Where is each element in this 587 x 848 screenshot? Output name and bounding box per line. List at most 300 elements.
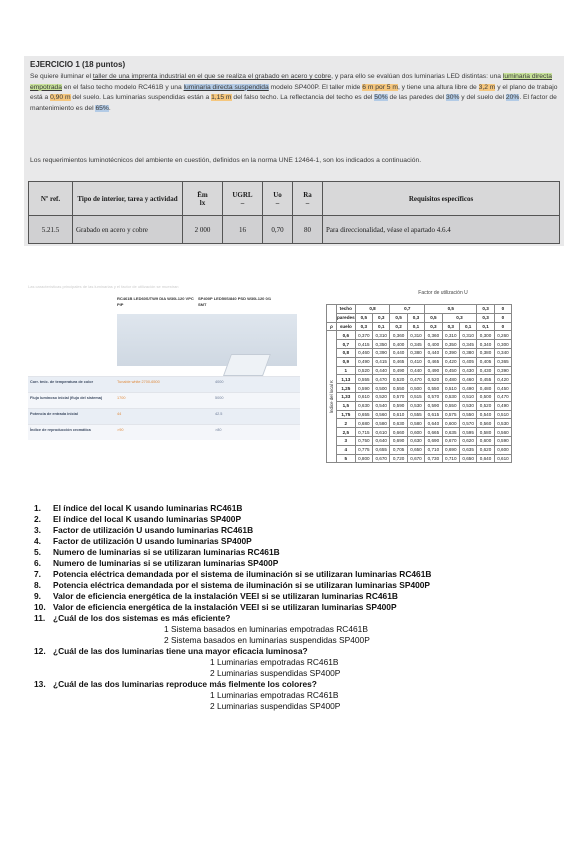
- u-value: 0,460: [355, 348, 372, 357]
- statement-text: de las paredes del: [387, 94, 447, 102]
- question-text: Valor de eficiencia energética de la instalación VEEI si se utilizaran luminarias SP400P: [53, 602, 397, 612]
- spec-row: [28, 408, 300, 424]
- question-text: Numero de luminarias si se utilizaran luminarias SP400P: [53, 558, 279, 568]
- u-value: 0,490: [459, 384, 476, 393]
- question-number: 10.: [34, 602, 46, 612]
- question-item: [34, 503, 574, 514]
- u-value: 0,650: [407, 445, 424, 454]
- u-value: 0,410: [407, 357, 424, 366]
- k-value: 2,5: [337, 428, 356, 437]
- u-value: 0,730: [425, 454, 442, 463]
- question-item: [34, 580, 574, 591]
- u-value: 0,415: [355, 340, 372, 349]
- u-value: 0,520: [390, 375, 407, 384]
- u-value: 0,655: [355, 410, 372, 419]
- question-number: 1.: [34, 503, 41, 513]
- u-value: 0,465: [390, 357, 407, 366]
- u-value: 0,540: [373, 401, 390, 410]
- table-row: [327, 322, 512, 331]
- spec-value-sp400p: 4000: [215, 380, 224, 384]
- highlighted-text: 65%: [95, 104, 109, 112]
- u-value: 0,520: [373, 392, 390, 401]
- requirements-table: [28, 181, 560, 244]
- u-value: 0,580: [477, 428, 494, 437]
- cell-ugr: 16: [223, 216, 263, 244]
- u-value: 0,470: [494, 392, 511, 401]
- u-value: 0,510: [459, 392, 476, 401]
- u-value: 0,440: [373, 366, 390, 375]
- u-value: 0,400: [390, 340, 407, 349]
- answer-option: 1 Luminarias empotradas RC461B: [210, 690, 339, 700]
- u-value: 0,490: [425, 366, 442, 375]
- u-value: 0,360: [390, 331, 407, 340]
- u-value: 0,340: [494, 348, 511, 357]
- u-value: 0,420: [494, 375, 511, 384]
- question-item: [34, 547, 574, 558]
- paredes-value: 0,5: [390, 313, 407, 322]
- corner-cell: [327, 305, 337, 323]
- u-value: 0,635: [459, 445, 476, 454]
- u-value: 0,440: [407, 366, 424, 375]
- u-value: 0,555: [407, 410, 424, 419]
- cell-ra: 80: [293, 216, 323, 244]
- table-row: [327, 313, 512, 322]
- k-value: 0,6: [337, 331, 356, 340]
- row-label: paredes: [337, 315, 355, 321]
- row-label: techo: [337, 305, 356, 314]
- question-number: 6.: [34, 558, 41, 568]
- highlighted-text: luminaria directa empotrada: [30, 73, 552, 91]
- spec-value-sp400p: >80: [215, 428, 222, 432]
- question-number: 4.: [34, 536, 41, 546]
- question-text: Valor de eficiencia energética de la instalación VEEI si se utilizaran luminarias RC461B: [53, 591, 398, 601]
- k-label: Índice del local K: [329, 379, 334, 413]
- paredes-value: 0,3: [477, 313, 494, 322]
- table-row: [327, 445, 512, 454]
- u-value: 0,540: [477, 410, 494, 419]
- exercise-photo: [24, 56, 564, 246]
- table-row: [327, 357, 512, 366]
- exercise-statement: [30, 72, 558, 114]
- u-value: 0,550: [459, 410, 476, 419]
- col-header-uo: Uo –: [263, 182, 293, 216]
- utilization-title: Factor de utilización U: [418, 290, 468, 296]
- answer-option: 1 Sistema basados en luminarias empotradas RC461B: [164, 624, 368, 634]
- u-value: 0,660: [390, 428, 407, 437]
- u-value: 0,415: [373, 357, 390, 366]
- paredes-value: 0,3: [442, 313, 477, 322]
- u-value: 0,560: [494, 428, 511, 437]
- u-value: 0,465: [425, 357, 442, 366]
- u-value: 0,690: [442, 445, 459, 454]
- question-text: El índice del local K usando luminarias RC461B: [53, 503, 243, 513]
- u-value: 0,570: [459, 419, 476, 428]
- spec-value-rc461b: Tunable white 2700-6500: [117, 380, 160, 384]
- answer-option: 2 Luminarias suspendidas SP400P: [210, 701, 341, 711]
- u-value: 0,595: [459, 428, 476, 437]
- k-value: 3: [337, 436, 356, 445]
- u-value: 0,555: [355, 375, 372, 384]
- u-value: 0,610: [390, 410, 407, 419]
- table-row: [327, 392, 512, 401]
- statement-text: del falso techo. La reflectancia del techo es del: [231, 94, 375, 102]
- paredes-value: 0,3: [407, 313, 424, 322]
- statement-text: y el plano de trabajo está a: [30, 83, 558, 102]
- question-number: 5.: [34, 547, 41, 557]
- u-value: 0,600: [494, 445, 511, 454]
- suelo-value: 0,3: [425, 322, 442, 331]
- u-value: 0,520: [425, 375, 442, 384]
- u-value: 0,310: [373, 331, 390, 340]
- u-value: 0,390: [442, 348, 459, 357]
- question-item: [34, 646, 574, 657]
- spec-value-rc461b: 1700: [117, 396, 126, 400]
- u-value: 0,450: [494, 384, 511, 393]
- k-value: 1,5: [337, 401, 356, 410]
- u-value: 0,345: [407, 340, 424, 349]
- luminaire-sp400p-name: SP400P LED50S/840 PSD W30L120 0/1 SMT: [198, 296, 272, 307]
- col-header-em: Ēm lx: [183, 182, 223, 216]
- cell-task: Grabado en acero y cobre: [73, 216, 183, 244]
- u-value: 0,310: [407, 331, 424, 340]
- question-text: Numero de luminarias si se utilizaran luminarias RC461B: [53, 547, 280, 557]
- u-value: 0,365: [494, 357, 511, 366]
- question-item: [34, 558, 574, 569]
- question-number: 3.: [34, 525, 41, 535]
- u-value: 0,640: [373, 436, 390, 445]
- cell-requirements: Para direccionalidad, véase el apartado 4.6.4: [323, 216, 560, 244]
- u-value: 0,420: [442, 357, 459, 366]
- answer-option: 1 Luminarias empotradas RC461B: [210, 657, 339, 667]
- rho-label: ρ: [327, 322, 337, 331]
- u-value: 0,310: [459, 331, 476, 340]
- u-value: 0,380: [459, 348, 476, 357]
- u-value: 0,380: [477, 348, 494, 357]
- u-value: 0,600: [407, 428, 424, 437]
- u-value: 0,360: [425, 331, 442, 340]
- u-value: 0,460: [459, 375, 476, 384]
- u-value: 0,670: [442, 436, 459, 445]
- highlighted-text: luminaria directa suspendida: [183, 83, 269, 91]
- u-value: 0,615: [425, 410, 442, 419]
- statement-text: . El factor de mantenimiento es del: [30, 94, 557, 112]
- spec-label: Índice de reproducción cromática: [30, 428, 91, 432]
- highlighted-text: 0,90 m: [50, 94, 71, 102]
- u-value: 0,345: [459, 340, 476, 349]
- luminaire-image: [117, 314, 297, 366]
- question-item: [34, 591, 574, 602]
- u-value: 0,630: [407, 436, 424, 445]
- table-row: [327, 401, 512, 410]
- spec-value-sp400p: 42.5: [215, 412, 223, 416]
- k-value: 1: [337, 366, 356, 375]
- u-value: 0,440: [390, 348, 407, 357]
- suelo-value: 0,1: [373, 322, 390, 331]
- u-value: 0,260: [494, 331, 511, 340]
- u-value: 0,490: [355, 357, 372, 366]
- u-value: 0,530: [407, 401, 424, 410]
- spec-rows: [28, 376, 300, 440]
- u-value: 0,550: [425, 384, 442, 393]
- cell-ref: 5.21.5: [29, 216, 73, 244]
- questions-list: [34, 503, 574, 712]
- spec-label: Corr. tmic. de temperatura de color: [30, 380, 94, 384]
- u-value: 0,575: [442, 410, 459, 419]
- paredes-value: 0: [494, 313, 511, 322]
- suelo-value: 0,2: [390, 322, 407, 331]
- u-value: 0,620: [459, 436, 476, 445]
- suelo-value: 0,3: [442, 322, 459, 331]
- u-value: 0,310: [442, 331, 459, 340]
- table-row: [327, 348, 512, 357]
- suelo-value: 0,3: [355, 322, 372, 331]
- question-item: [34, 525, 574, 536]
- u-value: 0,710: [425, 445, 442, 454]
- u-value: 0,670: [373, 454, 390, 463]
- u-value: 0,800: [355, 454, 372, 463]
- table-row: [327, 428, 512, 437]
- k-value: 4: [337, 445, 356, 454]
- techo-value: 0,5: [425, 305, 477, 314]
- statement-text: , y para ello se evalúan dos luminarias LED distintas: una: [331, 73, 503, 80]
- question-number: 11.: [34, 613, 46, 623]
- question-text: ¿Cuál de los dos sistemas es más eficiente?: [53, 613, 231, 623]
- u-value: 0,515: [407, 392, 424, 401]
- col-header-requirements: Requisitos específicos: [323, 182, 560, 216]
- question-number: 8.: [34, 580, 41, 590]
- table-row: [327, 305, 512, 314]
- k-value: 1,13: [337, 375, 356, 384]
- u-value: 0,590: [355, 384, 372, 393]
- u-value: 0,490: [390, 366, 407, 375]
- paredes-value: 0,3: [373, 313, 390, 322]
- u-value: 0,350: [373, 340, 390, 349]
- spec-value-rc461b: >90: [117, 428, 124, 432]
- question-item: [34, 679, 574, 690]
- question-number: 7.: [34, 569, 41, 579]
- u-value: 0,705: [390, 445, 407, 454]
- u-value: 0,550: [442, 401, 459, 410]
- col-header-task: Tipo de interior, tarea y actividad: [73, 182, 183, 216]
- techo-value: 0,3: [477, 305, 494, 314]
- spec-row: [28, 376, 300, 392]
- panel-shape: [223, 354, 271, 376]
- k-value: 5: [337, 454, 356, 463]
- u-value: 0,640: [425, 419, 442, 428]
- k-axis-label: [327, 331, 337, 463]
- u-value: 0,630: [355, 401, 372, 410]
- col-header-ra: Ra –: [293, 182, 323, 216]
- u-value: 0,600: [442, 419, 459, 428]
- u-value: 0,775: [355, 445, 372, 454]
- suelo-value: 0,1: [459, 322, 476, 331]
- question-number: 2.: [34, 514, 41, 524]
- question-text: El índice del local K usando luminarias SP400P: [53, 514, 242, 524]
- question-number: 9.: [34, 591, 41, 601]
- exercise-title: EJERCICIO 1 (18 puntos): [30, 60, 126, 69]
- u-value: 0,590: [390, 401, 407, 410]
- u-value: 0,405: [477, 357, 494, 366]
- statement-text: modelo SP400P. El taller mide: [268, 83, 363, 91]
- k-value: 0,9: [337, 357, 356, 366]
- u-value: 0,750: [355, 436, 372, 445]
- u-value: 0,520: [355, 366, 372, 375]
- u-value: 0,400: [425, 340, 442, 349]
- utilization-factor-table: [326, 286, 560, 482]
- u-value: 0,670: [407, 454, 424, 463]
- question-text: Potencia eléctrica demandada por el sistema de iluminación si se utilizaran luminarias SP400P: [53, 580, 431, 590]
- statement-text: y del suelo del: [459, 94, 506, 102]
- u-value: 0,655: [373, 445, 390, 454]
- table-row: [327, 331, 512, 340]
- u-value: 0,570: [390, 392, 407, 401]
- spec-row: [28, 392, 300, 408]
- u-value: 0,570: [425, 392, 442, 401]
- u-value: 0,450: [442, 366, 459, 375]
- question-text: Factor de utilización U usando luminarias RC461B: [53, 525, 254, 535]
- k-value: 1,75: [337, 410, 356, 419]
- spec-value-rc461b: 44: [117, 412, 122, 416]
- u-value: 0,300: [494, 340, 511, 349]
- u-value: 0,430: [459, 366, 476, 375]
- spec-value-sp400p: 5000: [215, 396, 224, 400]
- statement-text: del suelo. Las luminarias suspendidas están a: [70, 94, 212, 102]
- col-header-ref: Nº ref.: [29, 182, 73, 216]
- u-value: 0,580: [407, 419, 424, 428]
- u-value: 0,405: [459, 357, 476, 366]
- u-value: 0,500: [373, 384, 390, 393]
- question-text: Factor de utilización U usando luminarias SP400P: [53, 536, 252, 546]
- table-row: [327, 410, 512, 419]
- u-value: 0,390: [494, 366, 511, 375]
- u-value: 0,590: [425, 401, 442, 410]
- spec-label: Flujo luminoso inicial (flujo del sistema): [30, 396, 103, 400]
- statement-text: .: [108, 104, 111, 112]
- u-value: 0,560: [477, 419, 494, 428]
- u-value: 0,455: [477, 375, 494, 384]
- u-value: 0,530: [442, 392, 459, 401]
- paredes-value: 0,5: [425, 313, 442, 322]
- utilization-grid: [326, 304, 512, 463]
- u-value: 0,440: [425, 348, 442, 357]
- u-value: 0,620: [477, 445, 494, 454]
- answer-option: 2 Luminarias suspendidas SP400P: [210, 668, 341, 678]
- u-value: 0,630: [390, 419, 407, 428]
- u-value: 0,510: [494, 410, 511, 419]
- highlighted-text: 3,2 m: [478, 83, 496, 91]
- spec-row: [28, 424, 300, 440]
- techo-value: 0: [494, 305, 511, 314]
- k-value: 1,33: [337, 392, 356, 401]
- table-row: [327, 384, 512, 393]
- u-value: 0,580: [373, 419, 390, 428]
- suelo-value: 0,1: [477, 322, 494, 331]
- statement-text: , y tiene una altura libre de: [397, 83, 479, 91]
- u-value: 0,530: [494, 419, 511, 428]
- question-number: 12.: [34, 646, 46, 656]
- u-value: 0,720: [390, 454, 407, 463]
- u-value: 0,610: [494, 454, 511, 463]
- highlighted-text: taller de una imprenta industrial en el que se realiza el grabado en acero y cobre: [92, 73, 332, 80]
- question-text: Potencia eléctrica demandada por el sistema de iluminación si se utilizaran luminarias RC461B: [53, 569, 432, 579]
- suelo-value: 0: [494, 322, 511, 331]
- u-value: 0,710: [442, 454, 459, 463]
- question-item: [34, 569, 574, 580]
- u-value: 0,350: [442, 340, 459, 349]
- u-value: 0,550: [390, 384, 407, 393]
- highlighted-text: 50%: [374, 94, 388, 102]
- question-item: [34, 536, 574, 547]
- u-value: 0,370: [355, 331, 372, 340]
- u-value: 0,380: [407, 348, 424, 357]
- u-value: 0,680: [355, 419, 372, 428]
- col-header-ugr: UGRL –: [223, 182, 263, 216]
- table-row: [327, 340, 512, 349]
- question-text: ¿Cuál de las dos luminarias reproduce más fielmente los colores?: [53, 679, 317, 689]
- faded-heading: Las características principales de las luminarias y el factor de utilización se muestran: [28, 284, 179, 289]
- table-row: [327, 375, 512, 384]
- u-value: 0,560: [373, 410, 390, 419]
- question-item: [34, 613, 574, 624]
- u-value: 0,610: [373, 428, 390, 437]
- luminaire-spec-card: [28, 284, 300, 480]
- highlighted-text: 20%: [505, 94, 520, 102]
- u-value: 0,610: [355, 392, 372, 401]
- u-value: 0,480: [477, 384, 494, 393]
- u-value: 0,500: [477, 392, 494, 401]
- techo-value: 0,8: [355, 305, 390, 314]
- u-value: 0,665: [425, 428, 442, 437]
- u-value: 0,635: [442, 428, 459, 437]
- u-value: 0,470: [407, 375, 424, 384]
- techo-value: 0,7: [390, 305, 425, 314]
- u-value: 0,690: [390, 436, 407, 445]
- cell-em: 2 000: [183, 216, 223, 244]
- u-value: 0,470: [373, 375, 390, 384]
- question-number: 13.: [34, 679, 46, 689]
- u-value: 0,390: [373, 348, 390, 357]
- u-value: 0,340: [477, 340, 494, 349]
- highlighted-text: 1,15 m: [211, 94, 232, 102]
- k-value: 1,25: [337, 384, 356, 393]
- highlighted-text: 30%: [446, 94, 460, 102]
- row-label: suelo: [337, 322, 356, 331]
- k-value: 2: [337, 419, 356, 428]
- table-row: [327, 419, 512, 428]
- u-value: 0,520: [477, 401, 494, 410]
- answer-option: 2 Sistema basados en luminarias suspendidas SP400P: [164, 635, 370, 645]
- u-value: 0,500: [407, 384, 424, 393]
- luminaire-rc461b-name: RC461B LED60S/TW9 DIA W30L120 VPC PIP: [117, 296, 194, 307]
- spec-label: Potencia de entrada inicial: [30, 412, 78, 416]
- u-value: 0,490: [494, 401, 511, 410]
- k-value: 0,8: [337, 348, 356, 357]
- u-value: 0,430: [477, 366, 494, 375]
- u-value: 0,640: [477, 454, 494, 463]
- highlighted-text: 6 m por 5 m: [362, 83, 398, 91]
- u-value: 0,530: [459, 401, 476, 410]
- u-value: 0,690: [425, 436, 442, 445]
- table-row: [29, 216, 560, 244]
- u-value: 0,715: [355, 428, 372, 437]
- u-value: 0,650: [459, 454, 476, 463]
- u-value: 0,480: [442, 375, 459, 384]
- cell-uo: 0,70: [263, 216, 293, 244]
- question-item: [34, 602, 574, 613]
- table-row: [327, 436, 512, 445]
- paredes-value: 0,5: [355, 313, 372, 322]
- k-value: 0,7: [337, 340, 356, 349]
